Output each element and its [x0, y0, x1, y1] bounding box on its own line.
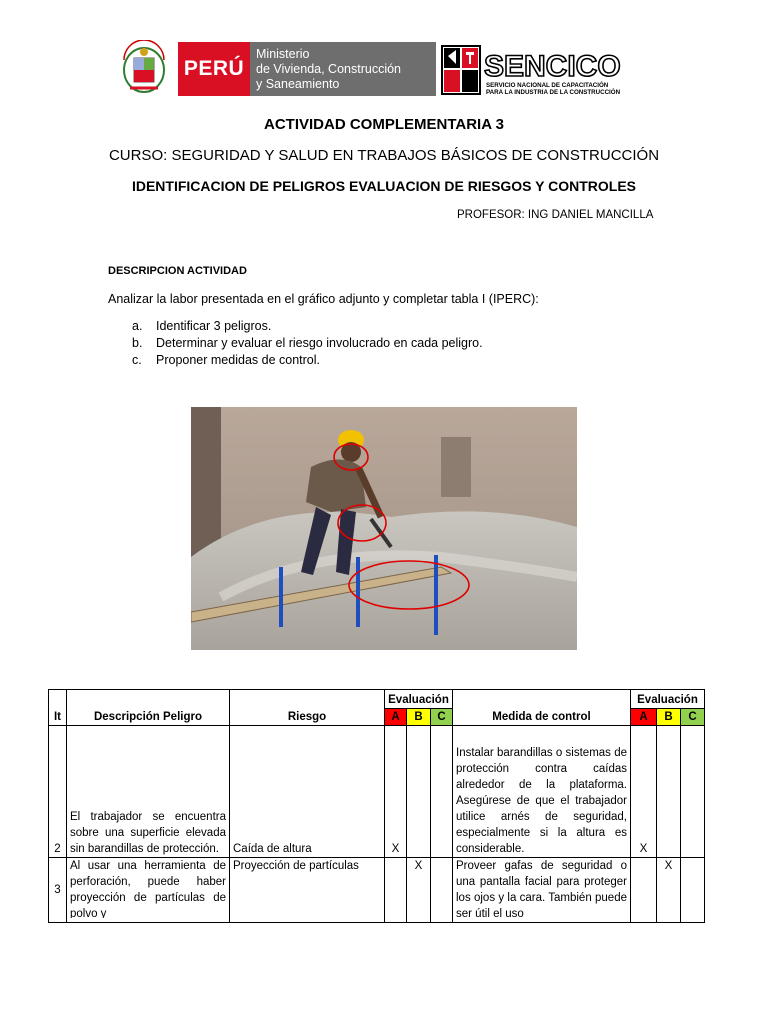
- row-eval2-c: [681, 726, 705, 858]
- row-hazard: El trabajador se encuentra sobre una superficie elevada sin barandillas de protección.: [67, 726, 230, 858]
- ministry-line-1: Ministerio: [256, 47, 310, 61]
- header-eval-b: B: [407, 709, 431, 726]
- header-eval2-c: C: [681, 709, 705, 726]
- table-row: [49, 858, 705, 923]
- list-text: Identificar 3 peligros.: [156, 319, 272, 333]
- row-hazard: Al usar una herramienta de perforación, puede haber proyección de partículas de polvo y: [70, 860, 226, 918]
- row-eval-b: X: [407, 858, 431, 923]
- row-eval-a: X: [385, 726, 407, 858]
- row-eval2-a: X: [631, 726, 657, 858]
- row-control: Instalar barandillas o sistemas de protección contra caídas alrededor de la plataforma. Asegúrese de que el trabajador utilice arnés de seguridad, especialmente si la altura es considerable.: [453, 726, 631, 858]
- description-heading: DESCRIPCION ACTIVIDAD: [108, 265, 247, 277]
- row-eval2-a: [631, 858, 657, 923]
- header-it: It: [49, 690, 67, 726]
- course-title: CURSO: SEGURIDAD Y SALUD EN TRABAJOS BÁSICOS DE CONSTRUCCIÓN: [108, 147, 660, 164]
- list-marker: a.: [132, 319, 143, 333]
- table-row: [49, 726, 705, 858]
- row-eval2-b: [657, 726, 681, 858]
- list-marker: c.: [132, 353, 142, 367]
- peru-label: PERÚ: [178, 42, 250, 96]
- list-marker: b.: [132, 336, 143, 350]
- header-eval2-b: B: [657, 709, 681, 726]
- header-control: Medida de control: [453, 690, 631, 726]
- sencico-sub-2: PARA LA INDUSTRIA DE LA CONSTRUCCIÓN: [486, 89, 621, 96]
- row-eval-a: [385, 858, 407, 923]
- sencico-wordmark: SENCICO: [484, 50, 621, 83]
- header-hazard: Descripción Peligro: [67, 690, 230, 726]
- row-it: 2: [49, 726, 67, 858]
- header-evaluation: Evaluación: [385, 690, 453, 709]
- task-list: [132, 318, 483, 369]
- row-it: 3: [49, 858, 67, 923]
- list-text: Determinar y evaluar el riesgo involucrado en cada peligro.: [156, 336, 483, 350]
- ministry-name: [256, 47, 401, 92]
- header-evaluation-2: Evaluación: [631, 690, 705, 709]
- header-eval2-a: A: [631, 709, 657, 726]
- ministry-line-3: y Saneamiento: [256, 77, 340, 91]
- professor-line: PROFESOR: ING DANIEL MANCILLA: [457, 209, 654, 221]
- row-control: Proveer gafas de seguridad o una pantalla facial para proteger los ojos y la cara. También puede ser útil el uso: [456, 860, 627, 918]
- row-eval2-b: X: [657, 858, 681, 923]
- row-risk: Proyección de partículas: [230, 858, 385, 923]
- row-control-cell: [453, 858, 631, 923]
- list-text: Proponer medidas de control.: [156, 353, 320, 367]
- sencico-sub-1: SERVICIO NACIONAL DE CAPACITACIÓN: [486, 82, 609, 89]
- row-eval2-c: [681, 858, 705, 923]
- row-hazard-cell: [67, 858, 230, 923]
- row-risk: Caída de altura: [230, 726, 385, 858]
- list-item: [132, 352, 483, 369]
- header-risk: Riesgo: [230, 690, 385, 726]
- peru-coat-of-arms-logo: [118, 40, 170, 96]
- construction-worker-photo: [191, 407, 577, 650]
- activity-title: ACTIVIDAD COMPLEMENTARIA 3: [264, 116, 504, 133]
- header-eval-a: A: [385, 709, 407, 726]
- list-item: [132, 318, 483, 335]
- sencico-logo: [440, 42, 656, 98]
- row-eval-c: [431, 726, 453, 858]
- topic-title: IDENTIFICACION DE PELIGROS EVALUACION DE RIESGOS Y CONTROLES: [131, 178, 637, 194]
- header-eval-c: C: [431, 709, 453, 726]
- row-eval-b: [407, 726, 431, 858]
- ministry-line-2: de Vivienda, Construcción: [256, 62, 401, 76]
- iperc-table: [48, 689, 705, 923]
- description-intro: Analizar la labor presentada en el gráfico adjunto y completar tabla I (IPERC):: [108, 292, 539, 306]
- row-eval-c: [431, 858, 453, 923]
- list-item: [132, 335, 483, 352]
